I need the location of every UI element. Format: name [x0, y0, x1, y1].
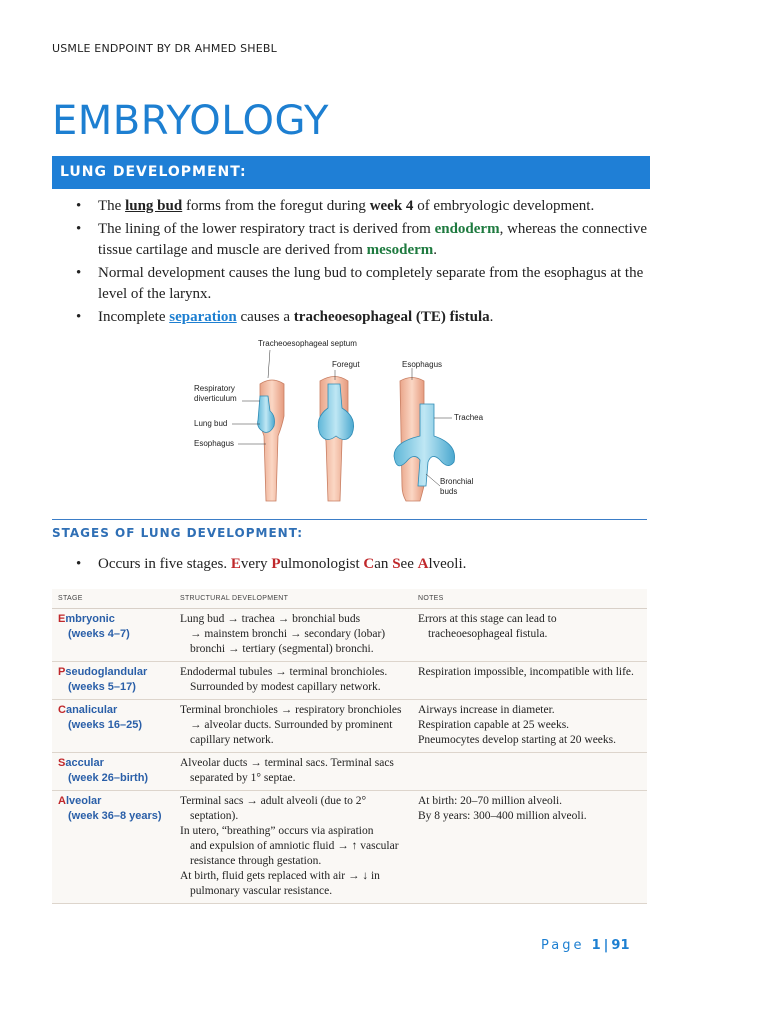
label-lung-bud: Lung bud — [194, 419, 228, 428]
bullet-lining: • The lining of the lower respiratory tract is derived from endoderm, whereas the connective tissue cartilage and muscle are derived from mesoderm. — [52, 219, 652, 261]
table-header-row — [52, 589, 647, 609]
label-buds: buds — [440, 487, 458, 496]
section-heading-bar — [52, 156, 650, 189]
lung-bud-diagram — [190, 336, 490, 506]
bullet-lung-bud: • The lung bud forms from the foregut during week 4 of embryologic development. — [52, 196, 652, 217]
separation-link[interactable]: separation — [169, 309, 237, 325]
table-row — [52, 700, 647, 753]
stage-cell: Alveolar (week 36–8 years) — [52, 791, 174, 904]
table-row — [52, 791, 647, 904]
stages-table — [52, 589, 647, 904]
stage-cell: Canalicular (weeks 16–25) — [52, 700, 174, 753]
label-trachea: Trachea — [454, 413, 484, 422]
label-septum: Tracheoesophageal septum — [258, 339, 357, 348]
notes-cell: At birth: 20–70 million alveoli. By 8 years: 300–400 million alveoli. — [412, 791, 647, 904]
stage-cell: Saccular (week 26–birth) — [52, 753, 174, 791]
label-respiratory: Respiratory — [194, 384, 235, 393]
section-heading: LUNG DEVELOPMENT: — [60, 164, 247, 180]
table-row — [52, 609, 647, 662]
structural-cell: Alveolar ducts → terminal sacs. Terminal sacs separated by 1° septae. — [174, 753, 412, 791]
label-esophagus: Esophagus — [194, 439, 235, 448]
table-row — [52, 753, 647, 791]
label-diverticulum: diverticulum — [194, 394, 237, 403]
lung-development-bullets — [52, 196, 652, 330]
label-bronchial: Bronchial — [440, 477, 474, 486]
notes-cell: Airways increase in diameter. Respiration capable at 25 weeks. Pneumocytes develop starting at 20 weeks. — [412, 700, 647, 753]
structural-cell: Endodermal tubules → terminal bronchioles. Surrounded by modest capillary network. — [174, 662, 412, 700]
structural-cell: Terminal bronchioles → respiratory bronchioles → alveolar ducts. Surrounded by prominent capillary network. — [174, 700, 412, 753]
section-rule — [52, 519, 647, 520]
label-esophagus-top: Esophagus — [402, 360, 443, 369]
label-foregut: Foregut — [332, 360, 360, 369]
structural-cell: Terminal sacs → adult alveoli (due to 2° septation). In utero, “breathing” occurs via aspiration and expulsion of amniotic fluid → ↑ vascular resistance through gestation. At birth, fluid gets replaced with air → ↓ in pulmonary vascular resistance. — [174, 791, 412, 904]
bullet-normal-development: • Normal development causes the lung bud to completely separate from the esophagus at the level of the larynx. — [52, 263, 652, 305]
header-notes: NOTES — [412, 589, 647, 609]
table-row — [52, 662, 647, 700]
stage-cell: Pseudoglandular (weeks 5–17) — [52, 662, 174, 700]
bullet-incomplete-separation: • Incomplete separation causes a tracheoesophageal (TE) fistula. — [52, 307, 652, 328]
notes-cell: Errors at this stage can lead to tracheoesophageal fistula. — [412, 609, 647, 662]
header-structural: STRUCTURAL DEVELOPMENT — [174, 589, 412, 609]
header-stage: STAGE — [52, 589, 174, 609]
page-title: EMBRYOLOGY — [52, 98, 329, 144]
notes-cell: Respiration impossible, incompatible with life. — [412, 662, 647, 700]
page-number: 1 — [591, 938, 601, 953]
page-footer: Page 1 | 91 — [541, 938, 630, 953]
document-header: USMLE ENDPOINT BY DR AHMED SHEBL — [52, 42, 277, 55]
page-word: Page — [541, 938, 585, 953]
stages-heading: STAGES OF LUNG DEVELOPMENT: — [52, 526, 304, 540]
page-total: 91 — [611, 938, 630, 953]
structural-cell: Lung bud → trachea → bronchial buds → mainstem bronchi → secondary (lobar) bronchi → tertiary (segmental) bronchi. — [174, 609, 412, 662]
notes-cell — [412, 753, 647, 791]
stage-cell: Embryonic (weeks 4–7) — [52, 609, 174, 662]
